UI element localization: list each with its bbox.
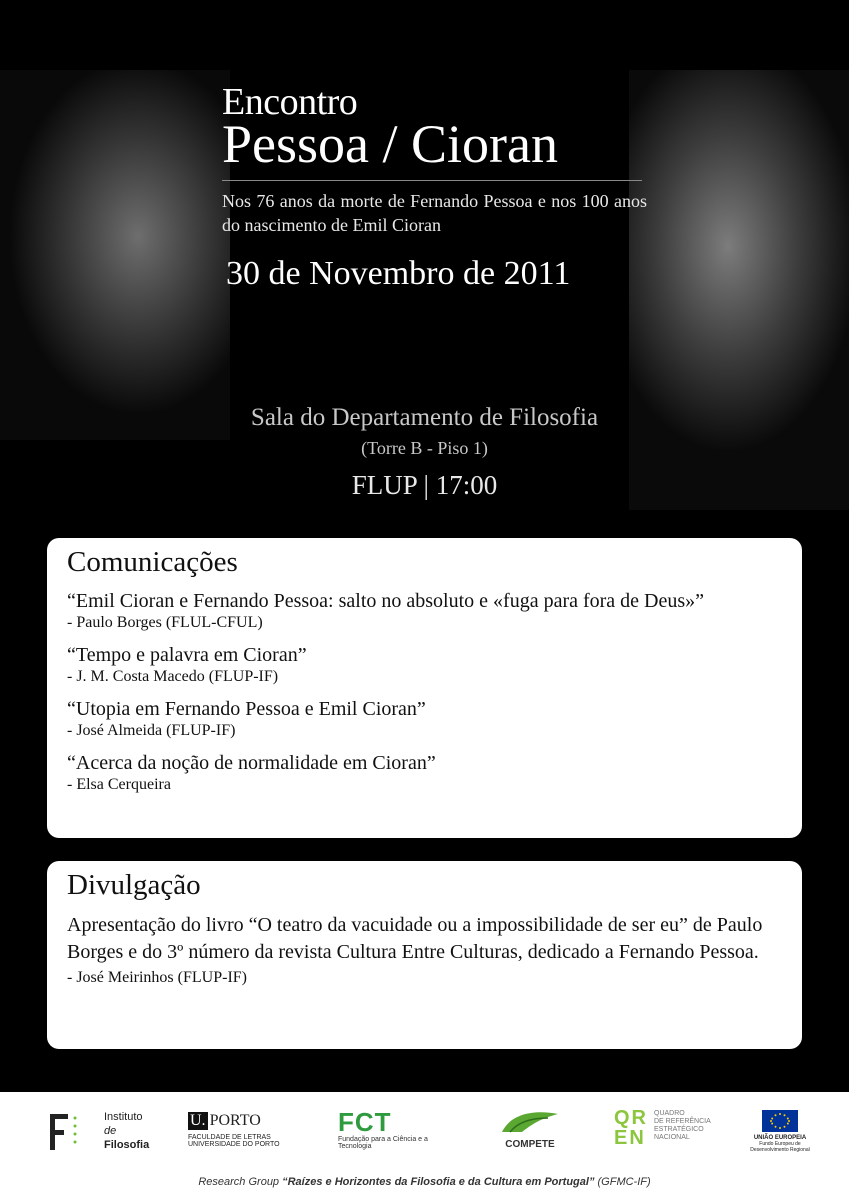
talk-item (67, 697, 782, 740)
talk-speaker: - José Almeida (FLUP-IF) (67, 722, 236, 739)
logo-fct (338, 1108, 458, 1152)
qren-mark: QREN (614, 1107, 648, 1149)
credit-suffix: (GFMC-IF) (594, 1176, 651, 1188)
if-text (104, 1110, 149, 1152)
logo-uporto (188, 1112, 308, 1152)
qren-line3: ESTRATÉGICO (654, 1126, 704, 1133)
compete-name: COMPETE (505, 1139, 555, 1150)
talk-item (67, 643, 782, 686)
qren-line1: QUADRO (654, 1110, 685, 1117)
launch-speaker: - José Meirinhos (FLUP-IF) (67, 969, 247, 986)
event-date: 30 de Novembro de 2011 (226, 255, 571, 292)
fct-mark: FCT (338, 1107, 392, 1137)
venue-room: Sala do Departamento de Filosofia (250, 404, 599, 431)
talk-speaker: - Elsa Cerqueira (67, 776, 171, 793)
if-line2: de (104, 1125, 117, 1137)
talk-title: “Acerca da noção de normalidade em Cioran” (67, 752, 436, 774)
logo-uniao-europeia (740, 1110, 820, 1156)
launch-panel (47, 861, 802, 1049)
credit-group: “Raízes e Horizontes da Filosofia e da Cultura em Portugal” (282, 1176, 595, 1188)
talk-title: “Emil Cioran e Fernando Pessoa: salto no absoluto e «fuga para fora de Deus»” (67, 590, 705, 612)
title-block (222, 82, 647, 237)
logo-instituto-filosofia (48, 1110, 158, 1154)
research-group-credit (0, 1176, 849, 1188)
title-encontro: Encontro (222, 81, 358, 123)
talk-title: “Utopia em Fernando Pessoa e Emil Cioran” (67, 698, 426, 720)
ue-name: UNIÃO EUROPEIA (753, 1135, 807, 1141)
launch-heading: Divulgação (67, 869, 201, 901)
compete-leaf-icon (492, 1108, 562, 1134)
talk-speaker: - J. M. Costa Macedo (FLUP-IF) (67, 668, 279, 685)
venue-place-time: FLUP | 17:00 (351, 470, 498, 500)
title-main: Pessoa / Cioran (222, 114, 558, 174)
uporto-mark: U. (190, 1112, 206, 1129)
if-line3: Filosofia (104, 1139, 150, 1151)
eu-flag-icon (762, 1110, 798, 1132)
portrait-fernando-pessoa (0, 70, 230, 440)
if-line1: Instituto (104, 1111, 143, 1123)
ue-fund: Fundo Europeu de Desenvolvimento Regional (750, 1141, 810, 1153)
credit-prefix: Research Group (198, 1176, 283, 1188)
if-mark-icon (48, 1112, 78, 1152)
talks-panel (47, 538, 802, 838)
talk-item (67, 751, 782, 794)
uporto-university: UNIVERSIDADE DO PORTO (188, 1141, 280, 1148)
qren-line2: DE REFERÊNCIA (654, 1118, 711, 1125)
launch-description: Apresentação do livro “O teatro da vacuidade ou a impossibilidade de ser eu” de Paulo Borges e do 3º número da revista Cultura Entre Culturas, dedicado a Fernando Pessoa. (67, 914, 763, 963)
title-divider (222, 180, 642, 181)
uporto-faculty: FACULDADE DE LETRAS (188, 1134, 271, 1141)
subtitle: Nos 76 anos da morte de Fernando Pessoa e nos 100 anos do nascimento de Emil Cioran (222, 191, 647, 235)
logo-qren (614, 1108, 714, 1154)
logo-compete (492, 1108, 572, 1154)
talks-heading: Comunicações (67, 546, 238, 578)
talk-title: “Tempo e palavra em Cioran” (67, 644, 307, 666)
fct-subtitle: Fundação para a Ciência e a Tecnologia (338, 1136, 428, 1150)
venue-floor: (Torre B - Piso 1) (361, 438, 488, 458)
qren-text (654, 1110, 711, 1142)
talk-speaker: - Paulo Borges (FLUL-CFUL) (67, 614, 263, 631)
qren-line4: NACIONAL (654, 1134, 690, 1141)
uporto-name: PORTO (209, 1112, 261, 1129)
talk-item (67, 589, 782, 632)
